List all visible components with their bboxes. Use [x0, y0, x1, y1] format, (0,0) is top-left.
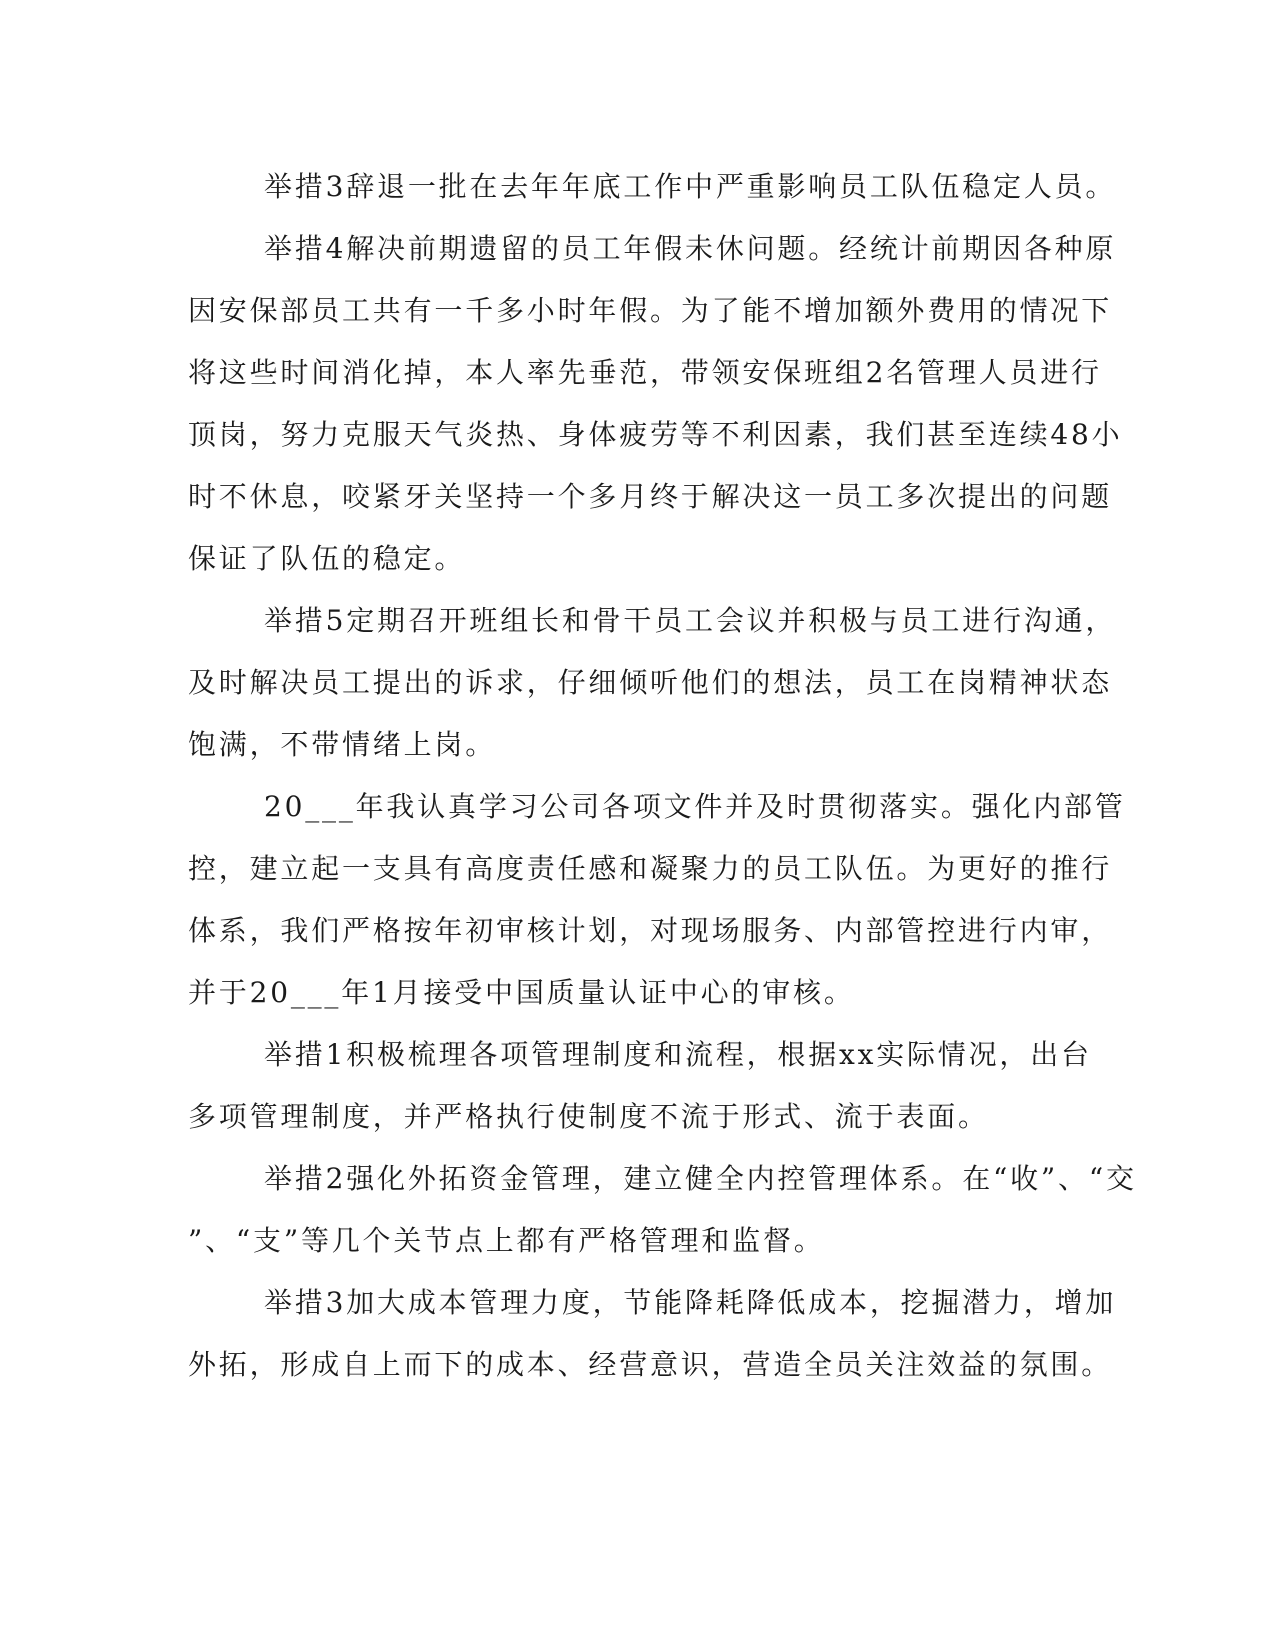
text-line: 顶岗，努力克服天气炎热、身体疲劳等不利因素，我们甚至连续48小: [188, 418, 1123, 451]
text-line: 并于20___年1月接受中国质量认证中心的审核。: [188, 976, 855, 1009]
text-line: 保证了队伍的稳定。: [188, 542, 466, 575]
text-line: 举措3辞退一批在去年年底工作中严重影响员工队伍稳定人员。: [264, 170, 1117, 203]
text-line: 及时解决员工提出的诉求，仔细倾听他们的想法，员工在岗精神状态: [188, 666, 1113, 699]
text-line: 举措4解决前期遗留的员工年假未休问题。经统计前期因各种原: [264, 232, 1117, 265]
text-line: 饱满，不带情绪上岗。: [188, 728, 497, 761]
document-body: [188, 156, 1137, 1396]
text-line: 外拓，形成自上而下的成本、经营意识，营造全员关注效益的氛围。: [188, 1348, 1113, 1381]
text-line: 控，建立起一支具有高度责任感和凝聚力的员工队伍。为更好的推行: [188, 852, 1113, 885]
text-line: 因安保部员工共有一千多小时年假。为了能不增加额外费用的情况下: [188, 294, 1113, 327]
text-line: 体系，我们严格按年初审核计划，对现场服务、内部管控进行内审，: [188, 914, 1113, 947]
text-line: 举措2强化外拓资金管理，建立健全内控管理体系。在“收”、“交: [264, 1162, 1137, 1195]
text-line: 多项管理制度，并严格执行使制度不流于形式、流于表面。: [188, 1100, 989, 1133]
text-line: 举措3加大成本管理力度，节能降耗降低成本，挖掘潜力，增加: [264, 1286, 1117, 1319]
text-line: 时不休息，咬紧牙关坚持一个多月终于解决这一员工多次提出的问题: [188, 480, 1113, 513]
text-line: 举措5定期召开班组长和骨干员工会议并积极与员工进行沟通，: [264, 604, 1117, 637]
text-line: 20___年我认真学习公司各项文件并及时贯彻落实。强化内部管: [264, 790, 1126, 823]
text-line: ”、“支”等几个关节点上都有严格管理和监督。: [188, 1224, 825, 1257]
text-line: 将这些时间消化掉，本人率先垂范，带领安保班组2名管理人员进行: [188, 356, 1102, 389]
text-line: 举措1积极梳理各项管理制度和流程，根据xx实际情况，出台: [264, 1038, 1092, 1071]
